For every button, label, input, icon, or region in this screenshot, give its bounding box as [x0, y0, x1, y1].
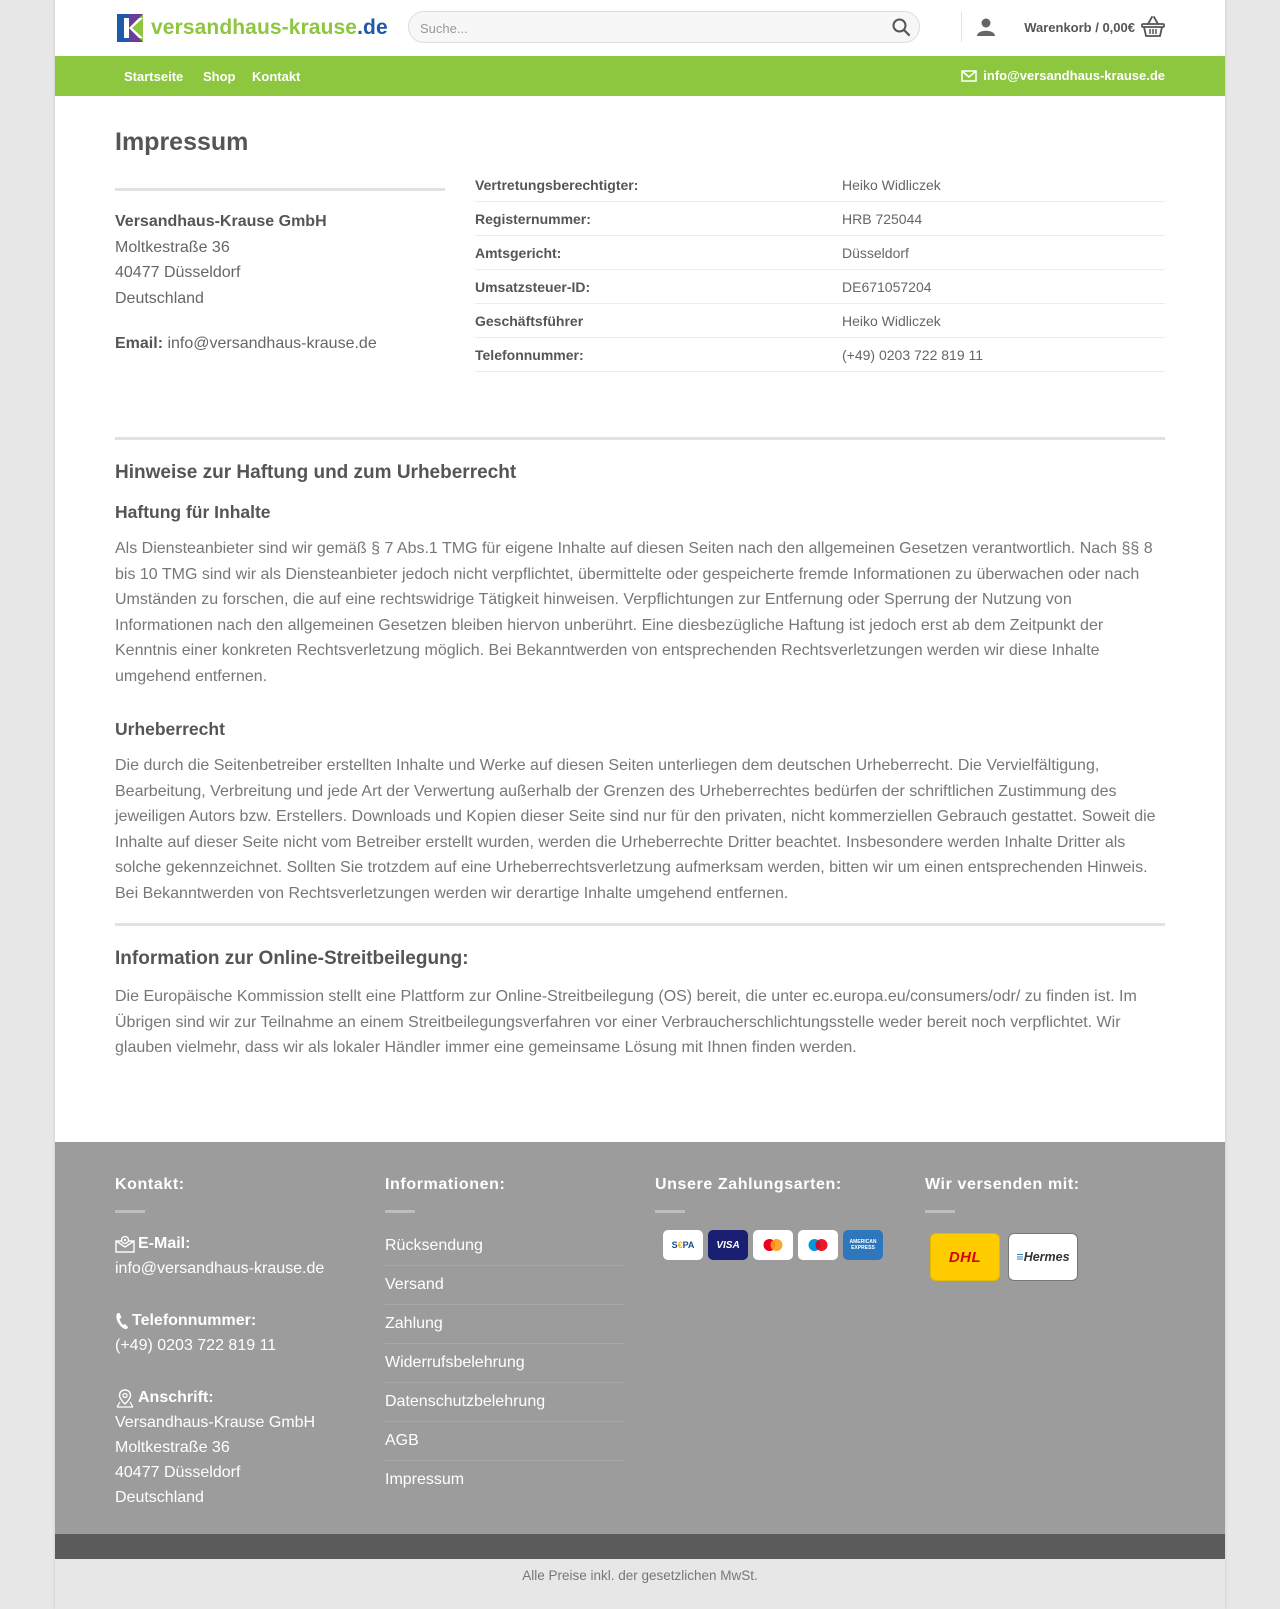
subsection-title-copyright: Urheberrecht [115, 719, 225, 739]
info-value: HRB 725044 [842, 202, 1165, 236]
hermes-logo-icon: ≡Hermes [1008, 1233, 1078, 1281]
paragraph-content-liability: Als Diensteanbieter sind wir gemäß § 7 Abs.1 TMG für eigene Inhalte auf diesen Seiten nach den allgemeinen Gesetzen verantwortlich. Nach §§ 8 bis 10 TMG sind wir als Diensteanbieter jedoch nicht verpflichtet, übermittelte oder gespeicherte fremde Informationen zu überwachen oder nach Umständen zu forschen, die auf eine rechtswidrige Tätigkeit hinweisen. Verpflichtungen zur Entfernung oder Sperrung der Nutzung von Informationen nach den allgemeinen Gesetzen bleiben hiervon unberührt. Eine diesbezügliche Haftung ist jedoch erst ab dem Zeitpunkt der Kenntnis einer konkreten Rechtsverletzung möglich. Bei Bekanntwerden von entsprechenden Rechtsverletzungen werden wir diese Inhalte umgehend entfernen. [115, 540, 1153, 685]
company-country: Deutschland [115, 289, 204, 307]
footer-payments [655, 1176, 895, 1260]
basket-icon [1141, 16, 1165, 38]
footer-info [385, 1176, 625, 1499]
table-row [475, 270, 1165, 304]
footer-email-label: E-Mail: [138, 1235, 191, 1252]
table-row [475, 236, 1165, 270]
section-divider [115, 437, 1165, 440]
divider [385, 1210, 415, 1213]
company-address [115, 188, 445, 357]
info-value: (+49) 0203 722 819 11 [842, 338, 1165, 372]
info-key: Vertretungsberechtigter: [475, 168, 842, 202]
table-row [475, 304, 1165, 338]
logo-mark-icon [117, 14, 143, 42]
divider [115, 188, 445, 191]
footer-phone-value: (+49) 0203 722 819 11 [115, 1337, 277, 1354]
header [55, 0, 1225, 56]
company-email [115, 331, 445, 357]
footer-address-line: Moltkestraße 36 [115, 1439, 230, 1456]
section-divider [115, 923, 1165, 926]
footer-phone-label: Telefonnummer: [132, 1312, 257, 1329]
footer-email-value[interactable]: info@versandhaus-krause.de [115, 1260, 325, 1277]
footer-absolute [55, 1559, 1225, 1609]
info-value: Heiko Widliczek [842, 168, 1165, 202]
section-title-odr: Information zur Online-Streitbeilegung: [115, 948, 469, 969]
nav-item-shop[interactable]: Shop [203, 69, 236, 84]
footer [55, 1142, 1225, 1534]
nav-email-text: info@versandhaus-krause.de [983, 68, 1165, 83]
company-street: Moltkestraße 36 [115, 238, 230, 256]
divider [655, 1210, 685, 1213]
user-account-icon[interactable] [976, 17, 996, 37]
logo-text: versandhaus-krause.de [151, 16, 388, 39]
search-icon[interactable] [891, 17, 911, 37]
footer-payments-title: Unsere Zahlungsarten: [655, 1176, 842, 1193]
nav-email-link[interactable] [961, 68, 1165, 83]
footer-link-widerruf[interactable]: Widerrufsbelehrung [385, 1344, 625, 1383]
sepa-logo-icon: S € PA [663, 1230, 703, 1260]
location-pin-icon [115, 1388, 135, 1408]
footer-shipping-title: Wir versenden mit: [925, 1176, 1080, 1193]
dhl-logo-icon: DHL [930, 1233, 1000, 1281]
company-info-table [475, 168, 1165, 372]
divider [925, 1210, 955, 1213]
page [55, 0, 1225, 1609]
cart-button[interactable] [1024, 16, 1165, 38]
nav-item-kontakt[interactable]: Kontakt [252, 69, 301, 84]
mastercard-logo-icon [753, 1230, 793, 1260]
cart-label: Warenkorb / 0,00€ [1024, 19, 1135, 35]
section-title-liability: Hinweise zur Haftung und zum Urheberrecht [115, 462, 517, 483]
info-value: Düsseldorf [842, 236, 1165, 270]
header-divider [961, 12, 962, 42]
phone-icon [115, 1312, 129, 1330]
info-key: Amtsgericht: [475, 236, 842, 270]
subsection-title-content: Haftung für Inhalte [115, 502, 271, 522]
main-nav [55, 56, 1225, 96]
footer-address-line: Deutschland [115, 1489, 204, 1506]
price-note: Alle Preise inkl. der gesetzlichen MwSt. [522, 1568, 758, 1583]
footer-address-line: 40477 Düsseldorf [115, 1464, 241, 1481]
footer-link-datenschutz[interactable]: Datenschutzbelehrung [385, 1383, 625, 1422]
footer-contact-title: Kontakt: [115, 1176, 185, 1193]
divider [115, 1210, 145, 1213]
search-input[interactable] [409, 12, 862, 44]
footer-link-zahlung[interactable]: Zahlung [385, 1305, 625, 1344]
table-row [475, 168, 1165, 202]
visa-logo-icon: VISA [708, 1230, 748, 1260]
nav-item-startseite[interactable]: Startseite [124, 69, 184, 84]
info-key: Telefonnummer: [475, 338, 842, 372]
mail-at-icon [115, 1235, 135, 1253]
envelope-icon [961, 70, 977, 82]
email-value[interactable]: info@versandhaus-krause.de [167, 335, 377, 352]
info-key: Geschäftsführer [475, 304, 842, 338]
company-city: 40477 Düsseldorf [115, 264, 241, 281]
footer-address-line: Versandhaus-Krause GmbH [115, 1414, 316, 1431]
company-name: Versandhaus-Krause GmbH [115, 213, 327, 230]
search-box [408, 11, 920, 43]
footer-link-impressum[interactable]: Impressum [385, 1471, 465, 1488]
footer-address-label: Anschrift: [138, 1389, 214, 1406]
footer-shipping [925, 1176, 1165, 1281]
page-title: Impressum [115, 128, 249, 156]
logo[interactable] [117, 13, 388, 43]
email-label: Email: [115, 335, 164, 352]
info-value: Heiko Widliczek [842, 304, 1165, 338]
paragraph-odr: Die Europäische Kommission stellt eine Plattform zur Online-Streitbeilegung (OS) bereit, die unter ec.europa.eu/consumers/odr/ zu finden ist. Im Übrigen sind wir zur Teilnahme an einem Streitbeilegungsverfahren vor einer Verbraucherschlichtungsstelle weder bereit noch verpflichtet. Wir glauben vielmehr, dass wir als lokaler Händler immer eine gemeinsame Lösung mit Ihnen finden werden. [115, 988, 1137, 1056]
info-key: Registernummer: [475, 202, 842, 236]
footer-bottom-bar [55, 1534, 1225, 1559]
table-row [475, 202, 1165, 236]
american-express-logo-icon: AMERICAN EXPRESS [843, 1230, 883, 1260]
paragraph-copyright: Die durch die Seitenbetreiber erstellten Inhalte und Werke auf diesen Seiten unterliegen dem deutschen Urheberrecht. Die Vervielfältigung, Bearbeitung, Verbreitung und jede Art der Verwertung außerhalb der Grenzen des Urheberrechtes bedürfen der schriftlichen Zustimmung des jeweiligen Autors bzw. Erstellers. Downloads und Kopien dieser Seite sind nur für den privaten, nicht kommerziellen Gebrauch gestattet. Soweit die Inhalte auf dieser Seite nicht vom Betreiber erstellt wurden, werden die Urheberrechte Dritter beachtet. Insbesondere werden Inhalte Dritter als solche gekennzeichnet. Sollten Sie trotzdem auf eine Urheberrechtsverletzung aufmerksam werden, bitten wir um einen entsprechenden Hinweis. Bei Bekanntwerden von Rechtsverletzungen werden wir derartige Inhalte umgehend entfernen. [115, 757, 1156, 902]
table-row [475, 338, 1165, 372]
info-value: DE671057204 [842, 270, 1165, 304]
footer-link-agb[interactable]: AGB [385, 1422, 625, 1461]
footer-info-title: Informationen: [385, 1176, 506, 1193]
footer-link-versand[interactable]: Versand [385, 1266, 625, 1305]
footer-link-ruecksendung[interactable]: Rücksendung [385, 1227, 625, 1266]
footer-contact [115, 1176, 355, 1537]
maestro-logo-icon [798, 1230, 838, 1260]
info-key: Umsatzsteuer-ID: [475, 270, 842, 304]
